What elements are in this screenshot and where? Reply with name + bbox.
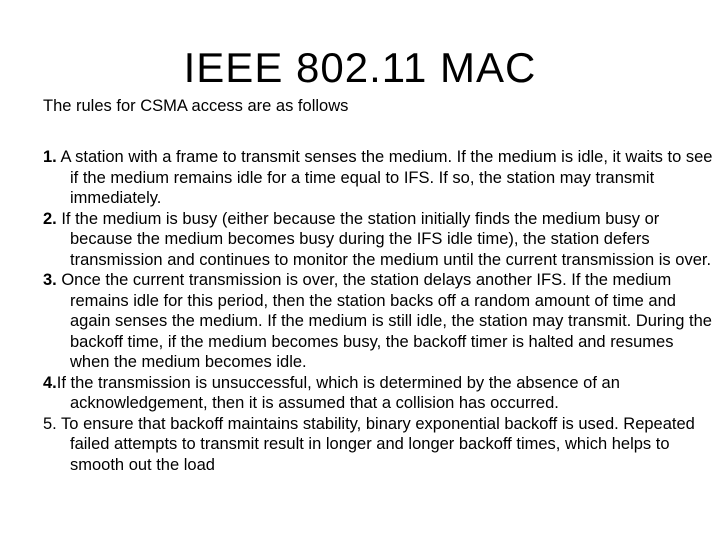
rule-4	[43, 373, 713, 414]
rule-text: If the transmission is unsuccessful, which is determined by the absence of an acknowledgement, then it is assumed that a collision has occurred.	[56, 373, 620, 412]
slide-title: IEEE 802.11 MAC	[183, 44, 537, 91]
rule-2	[43, 209, 713, 271]
rule-number: 3.	[43, 271, 57, 289]
rule-text: If the medium is busy (either because the station initially finds the medium busy or because the medium becomes busy during the IFS idle time), the station defers transmission and continues to monitor the medium until the current transmission is over.	[56, 209, 712, 269]
rule-number: 2.	[43, 209, 57, 228]
rule-number: 4.	[43, 373, 57, 392]
rules-list	[43, 147, 713, 475]
rule-text: A station with a frame to transmit senses the medium. If the medium is idle, it waits to see if the medium remains idle for a time equal to IFS. If so, the station may transmit immediately.	[56, 148, 713, 207]
rule-3	[43, 270, 713, 373]
rule-text: To ensure that backoff maintains stability, binary exponential backoff is used. Repeated failed attempts to transmit result in longer and longer backoff times, which helps to smooth out the load	[56, 414, 695, 474]
intro-text: The rules for CSMA access are as follows	[43, 97, 349, 115]
rule-number: 1.	[43, 148, 57, 166]
rule-number: 5.	[43, 414, 57, 433]
rule-5	[43, 414, 713, 476]
rule-1	[43, 147, 713, 209]
rule-text: Once the current transmission is over, the station delays another IFS. If the medium remains idle for this period, then the station backs off a random amount of time and again senses the medium. If the medium is still idle, the station may transmit. During the backoff time, if the medium becomes busy, the backoff timer is halted and resumes when the medium becomes idle.	[56, 271, 712, 371]
